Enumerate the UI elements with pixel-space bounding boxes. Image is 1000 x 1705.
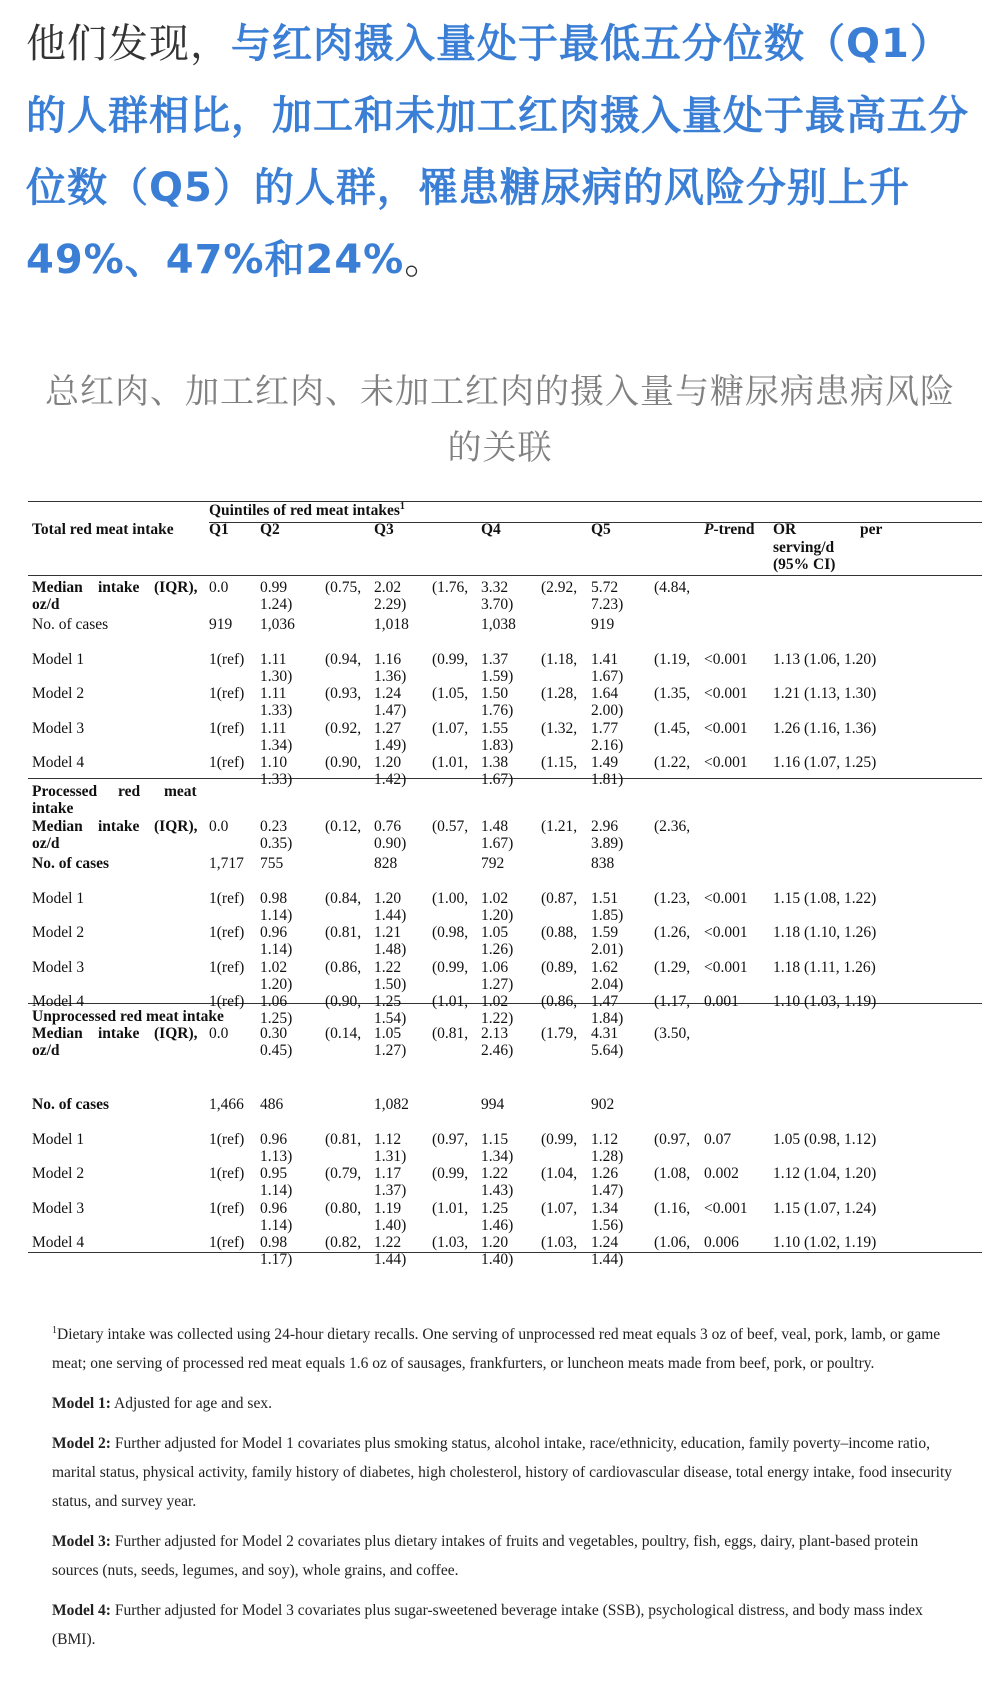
cell-q2: 0.96 — [260, 1199, 288, 1217]
cell-q2-ci-high: 1.20) — [260, 975, 293, 993]
cell-q3: 1.05 — [374, 1025, 402, 1042]
cell-q5: 1.41 — [591, 650, 619, 668]
median-label: Median — [32, 1025, 83, 1042]
cell-q3-ci-high: 1.47) — [374, 702, 407, 720]
cell-ptrend: 0.001 — [704, 993, 739, 1011]
lead-paragraph — [26, 8, 986, 296]
median-label: (IQR), — [154, 1025, 198, 1042]
cell-q4: 1.15 — [481, 1130, 509, 1148]
col-header-q4: Q4 — [481, 521, 501, 538]
cell-q4-ci-high: 1.43) — [481, 1182, 514, 1200]
cell-q4: 1.55 — [481, 719, 509, 737]
cell-q5: 919 — [591, 616, 615, 633]
cell-q5: 1.47 — [591, 993, 619, 1011]
cell-q3-ci-low: (0.98, — [432, 924, 469, 942]
cell-q5: 4.31 — [591, 1025, 619, 1042]
cell-q2-ci-high: 1.34) — [260, 736, 293, 754]
cell-q3: 0.76 — [374, 818, 402, 835]
cell-q2: 755 — [260, 855, 284, 872]
cell-q2-ci-low: (0.90, — [325, 993, 362, 1011]
section-processed-meat: meat — [164, 783, 197, 800]
cell-q4-ci-low: (1.15, — [541, 754, 578, 772]
cell-q5: 1.12 — [591, 1130, 619, 1148]
row-label: No. of cases — [32, 855, 110, 872]
cell-q5-ci-high: 2.04) — [591, 975, 624, 993]
cell-or: 1.15 (1.07, 1.24) — [773, 1199, 877, 1217]
cell-q4-ci-low: (0.86, — [541, 993, 578, 1011]
lead-plain: 他们发现， — [26, 21, 231, 67]
col-header-or: OR — [773, 521, 797, 538]
median-label: intake — [98, 818, 140, 835]
cell-q4: 1.20 — [481, 1234, 509, 1252]
row-label: Model 1 — [32, 889, 85, 907]
cell-q1: 1(ref) — [209, 1199, 245, 1217]
cell-q1: 1,717 — [209, 855, 244, 872]
row-label: Model 2 — [32, 685, 85, 703]
cell-q3-ci-low: (0.97, — [432, 1130, 469, 1148]
cell-q5-ci-high: 1.47) — [591, 1182, 624, 1200]
cell-q4: 1.25 — [481, 1199, 509, 1217]
cell-q4: 1.02 — [481, 889, 509, 907]
cell-q4-ci-high: 1.67) — [481, 771, 514, 789]
cell-q4-ci-low: (1.18, — [541, 650, 578, 668]
table-notes — [52, 1320, 962, 1665]
footnote: $^1$Dietary intake was collected using 24-hour dietary recalls. One serving of unprocessed red meat equals 3 oz of beef, veal, pork, lamb, or game meat; one serving of processed red meat equals 1.6 oz of sausages, frankfurters, or luncheon meats made from beef, pork, or poultry. — [52, 1324, 941, 1372]
cell-q5-ci-low: (1.19, — [654, 650, 691, 668]
cell-ptrend: <0.001 — [704, 889, 748, 907]
median-label: intake — [98, 579, 140, 596]
cell-q3: 1.21 — [374, 924, 402, 942]
col-header-q5: Q5 — [591, 521, 611, 538]
median-label: (IQR), — [154, 579, 198, 596]
cell-q5-ci-low: (3.50, — [654, 1025, 691, 1042]
col-header-q2: Q2 — [260, 521, 280, 538]
cell-q3-ci-high: 1.44) — [374, 1251, 407, 1269]
lead-highlight: 与红肉摄入量处于最低五分位数（Q1）的人群相比，加工和未加工红肉摄入量处于最高五分位数（Q5）的人群，罹患糖尿病的风险分别上升49%、47%和24% — [26, 21, 969, 283]
cell-q2: 0.99 — [260, 579, 288, 596]
cell-q3: 1.20 — [374, 754, 402, 772]
cell-q3: 1.19 — [374, 1199, 402, 1217]
cell-q3-ci-high: 1.44) — [374, 906, 407, 924]
row-label: Model 3 — [32, 958, 85, 976]
model1-note: Model 1: Adjusted for age and sex. — [52, 1395, 272, 1412]
cell-q5-ci-low: (1.26, — [654, 924, 691, 942]
cell-q4-ci-high: 3.70) — [481, 596, 514, 613]
cell-q1: 1(ref) — [209, 889, 245, 907]
row-label: No. of cases — [32, 1096, 110, 1113]
cell-q5-ci-high: 1.56) — [591, 1216, 624, 1234]
row-label: Model 3 — [32, 1199, 85, 1217]
cell-ptrend: <0.001 — [704, 650, 748, 668]
cell-q1: 1(ref) — [209, 924, 245, 942]
cell-q3-ci-high: 0.90) — [374, 835, 407, 852]
cell-q2-ci-low: (0.92, — [325, 719, 362, 737]
cell-q4: 1.02 — [481, 993, 509, 1011]
cell-q2-ci-high: 1.33) — [260, 771, 293, 789]
cell-q3-ci-low: (0.99, — [432, 1165, 469, 1183]
cell-q4: 994 — [481, 1096, 505, 1113]
cell-q2: 1.06 — [260, 993, 288, 1011]
row-label: No. of cases — [32, 616, 109, 633]
cell-q2-ci-high: 1.14) — [260, 1216, 293, 1234]
cell-or: 1.05 (0.98, 1.12) — [773, 1130, 877, 1148]
cell-q3: 1.22 — [374, 958, 402, 976]
cell-q5: 2.96 — [591, 818, 619, 835]
cell-q5: 5.72 — [591, 579, 619, 596]
cell-q3: 1.12 — [374, 1130, 402, 1148]
cell-q2: 0.96 — [260, 1130, 288, 1148]
cell-q2-ci-low: (0.12, — [325, 818, 362, 835]
cell-q2: 0.23 — [260, 818, 288, 835]
cell-q2-ci-high: 1.33) — [260, 702, 293, 720]
cell-q5-ci-low: (1.17, — [654, 993, 691, 1011]
cell-q2-ci-low: (0.75, — [325, 579, 362, 596]
cell-or: 1.10 (1.02, 1.19) — [773, 1234, 877, 1252]
row-label: Model 1 — [32, 650, 85, 668]
cell-ptrend: <0.001 — [704, 685, 748, 703]
cell-q4-ci-high: 1.76) — [481, 702, 514, 720]
cell-q4-ci-low: (0.99, — [541, 1130, 578, 1148]
cell-q2-ci-high: 1.25) — [260, 1010, 293, 1028]
cell-q1: 0.0 — [209, 579, 229, 596]
section-unprocessed: Unprocessed red meat intake — [32, 1008, 224, 1025]
cell-q5: 1.64 — [591, 685, 619, 703]
cell-q5-ci-low: (1.22, — [654, 754, 691, 772]
cell-or: 1.15 (1.08, 1.22) — [773, 889, 877, 907]
cell-q4-ci-high: 1.22) — [481, 1010, 514, 1028]
cell-q3-ci-low: (1.76, — [432, 579, 469, 596]
cell-q2-ci-low: (0.84, — [325, 889, 362, 907]
cell-q5-ci-low: (1.16, — [654, 1199, 691, 1217]
cell-q4-ci-low: (1.07, — [541, 1199, 578, 1217]
cell-q1: 919 — [209, 616, 233, 633]
cell-q2-ci-low: (0.14, — [325, 1025, 362, 1042]
cell-q4-ci-low: (0.87, — [541, 889, 578, 907]
cell-q2: 0.95 — [260, 1165, 288, 1183]
cell-q3-ci-high: 1.49) — [374, 736, 407, 754]
cell-q4-ci-low: (1.21, — [541, 818, 578, 835]
median-label: intake — [98, 1025, 140, 1042]
cell-q5-ci-high: 5.64) — [591, 1042, 624, 1059]
cell-q4: 1.06 — [481, 958, 509, 976]
cell-q2: 1.11 — [260, 685, 287, 703]
median-label: Median — [32, 579, 83, 596]
median-label: (IQR), — [154, 818, 198, 835]
cell-q4: 1,038 — [481, 616, 516, 633]
cell-q4: 1.50 — [481, 685, 509, 703]
cell-q4-ci-high: 1.20) — [481, 906, 514, 924]
cell-q5-ci-low: (1.29, — [654, 958, 691, 976]
cell-q4-ci-high: 2.46) — [481, 1042, 514, 1059]
cell-q5-ci-high: 1.81) — [591, 771, 624, 789]
table-caption: 总红肉、加工红肉、未加工红肉的摄入量与糖尿病患病风险的关联 — [45, 372, 955, 468]
cell-q5: 902 — [591, 1096, 615, 1113]
median-label: oz/d — [32, 596, 60, 613]
cell-q2: 1.10 — [260, 754, 288, 772]
cell-q4-ci-high: 1.67) — [481, 835, 514, 852]
model2-note: Model 2: Further adjusted for Model 1 covariates plus smoking status, alcohol intake, race/ethnicity, education, family poverty–income ratio, marital status, physical activity, family history of diabetes, high cholesterol, history of cardiovascular disease, total energy intake, food insecurity status, and survey year. — [52, 1435, 953, 1510]
model4-note: Model 4: Further adjusted for Model 3 covariates plus sugar-sweetened beverage intake (SSB), psychological distress, and body mass index (BMI). — [52, 1602, 923, 1648]
cell-q5-ci-low: (1.35, — [654, 685, 691, 703]
cell-q1: 1(ref) — [209, 719, 245, 737]
median-label: oz/d — [32, 835, 60, 852]
cell-q3-ci-low: (1.01, — [432, 993, 469, 1011]
cell-or: 1.18 (1.11, 1.26) — [773, 958, 876, 976]
cell-q2: 0.96 — [260, 924, 288, 942]
cell-q3: 1.17 — [374, 1165, 402, 1183]
cell-q4: 2.13 — [481, 1025, 509, 1042]
cell-q5: 1.26 — [591, 1165, 619, 1183]
cell-q3-ci-high: 1.27) — [374, 1042, 407, 1059]
cell-q2-ci-low: (0.81, — [325, 1130, 362, 1148]
cell-or: 1.21 (1.13, 1.30) — [773, 685, 877, 703]
cell-q5-ci-low: (2.36, — [654, 818, 691, 835]
cell-q2-ci-low: (0.82, — [325, 1234, 362, 1252]
cell-q5-ci-high: 1.44) — [591, 1251, 624, 1269]
cell-q5-ci-high: 2.00) — [591, 702, 624, 720]
cell-q3-ci-low: (1.03, — [432, 1234, 469, 1252]
cell-q5-ci-high: 2.01) — [591, 941, 624, 959]
cell-q2: 1.02 — [260, 958, 288, 976]
cell-ptrend: <0.001 — [704, 958, 748, 976]
cell-q5-ci-low: (4.84, — [654, 579, 691, 596]
cell-q5: 1.77 — [591, 719, 619, 737]
cell-q4-ci-high: 1.27) — [481, 975, 514, 993]
cell-q2-ci-high: 1.14) — [260, 906, 293, 924]
cell-q5-ci-low: (1.08, — [654, 1165, 691, 1183]
quintiles-header: Quintiles of red meat intakes$^1$ — [209, 500, 405, 519]
col-header-or-2: serving/d — [773, 539, 835, 556]
cell-q3-ci-high: 2.29) — [374, 596, 407, 613]
cell-q5: 1.24 — [591, 1234, 619, 1252]
cell-q5-ci-high: 1.84) — [591, 1010, 624, 1028]
section-processed: Processed — [32, 783, 98, 800]
model3-note: Model 3: Further adjusted for Model 2 covariates plus dietary intakes of fruits and vegetables, poultry, fish, eggs, dairy, plant-based protein sources (nuts, seeds, legumes, and soy), whole grains, and coffee. — [52, 1533, 919, 1579]
cell-q4: 3.32 — [481, 579, 509, 596]
cell-q5-ci-high: 3.89) — [591, 835, 624, 852]
col-header-or-3: (95% CI) — [773, 556, 836, 573]
cell-q2-ci-high: 0.35) — [260, 835, 293, 852]
col-header-ptrend: P-trend — [704, 521, 755, 538]
cell-q5-ci-low: (1.06, — [654, 1234, 691, 1252]
cell-q4-ci-high: 1.34) — [481, 1147, 514, 1165]
section-processed-2: intake — [32, 800, 74, 817]
cell-q1: 0.0 — [209, 818, 229, 835]
cell-or: 1.12 (1.04, 1.20) — [773, 1165, 877, 1183]
cell-q4: 1.48 — [481, 818, 509, 835]
cell-q1: 1(ref) — [209, 958, 245, 976]
cell-q3-ci-low: (1.00, — [432, 889, 469, 907]
cell-q3-ci-high: 1.42) — [374, 771, 407, 789]
cell-or: 1.26 (1.16, 1.36) — [773, 719, 877, 737]
cell-q5: 1.51 — [591, 889, 619, 907]
cell-q1: 0.0 — [209, 1025, 229, 1042]
cell-q1: 1(ref) — [209, 685, 245, 703]
cell-q4-ci-high: 1.83) — [481, 736, 514, 754]
cell-ptrend: 0.002 — [704, 1165, 739, 1183]
median-label: Median — [32, 818, 83, 835]
cell-q2: 0.30 — [260, 1025, 288, 1042]
cell-q3-ci-high: 1.48) — [374, 941, 407, 959]
cell-q4-ci-high: 1.26) — [481, 941, 514, 959]
col-header-q1: Q1 — [209, 521, 229, 538]
cell-q1: 1(ref) — [209, 1130, 245, 1148]
cell-q2: 1.11 — [260, 719, 287, 737]
cell-or: 1.16 (1.07, 1.25) — [773, 754, 877, 772]
cell-q3: 1.16 — [374, 650, 402, 668]
cell-q5: 1.49 — [591, 754, 619, 772]
cell-q1: 1(ref) — [209, 1165, 245, 1183]
cell-or: 1.18 (1.10, 1.26) — [773, 924, 877, 942]
row-label: Model 3 — [32, 719, 85, 737]
cell-q3-ci-high: 1.54) — [374, 1010, 407, 1028]
cell-q3-ci-low: (1.07, — [432, 719, 469, 737]
cell-q3: 1,018 — [374, 616, 409, 633]
cell-q4-ci-low: (0.88, — [541, 924, 578, 942]
cell-q1: 1(ref) — [209, 754, 245, 772]
row-label: Model 4 — [32, 1234, 85, 1252]
cell-q2-ci-low: (0.86, — [325, 958, 362, 976]
cell-q1: 1(ref) — [209, 1234, 245, 1252]
cell-ptrend: <0.001 — [704, 754, 748, 772]
cell-q2: 0.98 — [260, 1234, 288, 1252]
cell-q3-ci-low: (1.05, — [432, 685, 469, 703]
cell-q3: 1.24 — [374, 685, 402, 703]
cell-q4-ci-high: 1.46) — [481, 1216, 514, 1234]
cell-q5: 1.62 — [591, 958, 619, 976]
row-label: Model 4 — [32, 993, 85, 1011]
cell-q4-ci-low: (1.04, — [541, 1165, 578, 1183]
cell-q5: 838 — [591, 855, 615, 872]
cell-q3-ci-high: 1.31) — [374, 1147, 407, 1165]
cell-q5-ci-high: 1.67) — [591, 667, 624, 685]
cell-q2-ci-high: 1.30) — [260, 667, 293, 685]
cell-q4-ci-low: (1.32, — [541, 719, 578, 737]
cell-q1: 1,466 — [209, 1096, 244, 1113]
cell-q3-ci-low: (0.99, — [432, 650, 469, 668]
cell-or: 1.13 (1.06, 1.20) — [773, 650, 877, 668]
cell-q2-ci-low: (0.94, — [325, 650, 362, 668]
cell-q3: 1.27 — [374, 719, 402, 737]
cell-q5-ci-high: 7.23) — [591, 596, 624, 613]
cell-q5-ci-high: 2.16) — [591, 736, 624, 754]
cell-ptrend: <0.001 — [704, 719, 748, 737]
cell-q2-ci-high: 0.45) — [260, 1042, 293, 1059]
cell-q3-ci-low: (1.01, — [432, 754, 469, 772]
lead-end: 。 — [404, 237, 446, 283]
row-label: Model 2 — [32, 1165, 85, 1183]
cell-q3-ci-low: (0.57, — [432, 818, 469, 835]
cell-q4: 1.22 — [481, 1165, 509, 1183]
row-label: Model 2 — [32, 924, 85, 942]
col-header-or-per: per — [860, 521, 883, 538]
cell-q3-ci-high: 1.50) — [374, 975, 407, 993]
cell-q2-ci-high: 1.14) — [260, 941, 293, 959]
cell-q5: 1.59 — [591, 924, 619, 942]
col-header-q3: Q3 — [374, 521, 394, 538]
section-processed-red: red — [118, 783, 141, 800]
cell-q3-ci-high: 1.37) — [374, 1182, 407, 1200]
cell-q5-ci-low: (1.45, — [654, 719, 691, 737]
cell-q2-ci-low: (0.90, — [325, 754, 362, 772]
cell-q2-ci-low: (0.80, — [325, 1199, 362, 1217]
cell-q2: 0.98 — [260, 889, 288, 907]
cell-q4: 792 — [481, 855, 505, 872]
cell-q2-ci-high: 1.24) — [260, 596, 293, 613]
cell-q3-ci-high: 1.40) — [374, 1216, 407, 1234]
cell-q3: 828 — [374, 855, 398, 872]
cell-q5-ci-high: 1.85) — [591, 906, 624, 924]
cell-q3-ci-low: (0.99, — [432, 958, 469, 976]
cell-q2-ci-high: 1.14) — [260, 1182, 293, 1200]
cell-q5-ci-low: (0.97, — [654, 1130, 691, 1148]
cell-q1: 1(ref) — [209, 993, 245, 1011]
cell-ptrend: 0.07 — [704, 1130, 732, 1148]
cell-q3: 2.02 — [374, 579, 402, 596]
cell-q4: 1.05 — [481, 924, 509, 942]
cell-q4: 1.37 — [481, 650, 509, 668]
cell-q3-ci-high: 1.36) — [374, 667, 407, 685]
cell-q4-ci-low: (1.79, — [541, 1025, 578, 1042]
col-header-total: Total red meat intake — [32, 521, 174, 538]
cell-q4-ci-low: (1.28, — [541, 685, 578, 703]
cell-q3: 1,082 — [374, 1096, 409, 1113]
cell-q2: 1.11 — [260, 650, 287, 668]
cell-q1: 1(ref) — [209, 650, 245, 668]
cell-or: 1.10 (1.03, 1.19) — [773, 993, 877, 1011]
cell-q2-ci-high: 1.13) — [260, 1147, 293, 1165]
cell-q2-ci-low: (0.79, — [325, 1165, 362, 1183]
cell-q3: 1.22 — [374, 1234, 402, 1252]
row-label: Model 4 — [32, 754, 85, 772]
median-label: oz/d — [32, 1042, 60, 1059]
cell-q2-ci-low: (0.93, — [325, 685, 362, 703]
cell-q3: 1.25 — [374, 993, 402, 1011]
cell-q2-ci-high: 1.17) — [260, 1251, 293, 1269]
cell-q5: 1.34 — [591, 1199, 619, 1217]
cell-q4-ci-high: 1.40) — [481, 1251, 514, 1269]
cell-q4-ci-high: 1.59) — [481, 667, 514, 685]
cell-q4: 1.38 — [481, 754, 509, 772]
cell-q3-ci-low: (1.01, — [432, 1199, 469, 1217]
header-bottom-rule — [28, 575, 982, 576]
cell-q2-ci-low: (0.81, — [325, 924, 362, 942]
row-label: Model 1 — [32, 1130, 85, 1148]
cell-q4-ci-low: (2.92, — [541, 579, 578, 596]
cell-q3-ci-low: (0.81, — [432, 1025, 469, 1042]
cell-q4-ci-low: (0.89, — [541, 958, 578, 976]
cell-q4-ci-low: (1.03, — [541, 1234, 578, 1252]
cell-q5-ci-high: 1.28) — [591, 1147, 624, 1165]
cell-ptrend: <0.001 — [704, 1199, 748, 1217]
cell-ptrend: <0.001 — [704, 924, 748, 942]
cell-q5-ci-low: (1.23, — [654, 889, 691, 907]
table-top-rule — [28, 501, 982, 502]
cell-q3: 1.20 — [374, 889, 402, 907]
cell-q2: 486 — [260, 1096, 284, 1113]
cell-q2: 1,036 — [260, 616, 295, 633]
cell-ptrend: 0.006 — [704, 1234, 739, 1252]
